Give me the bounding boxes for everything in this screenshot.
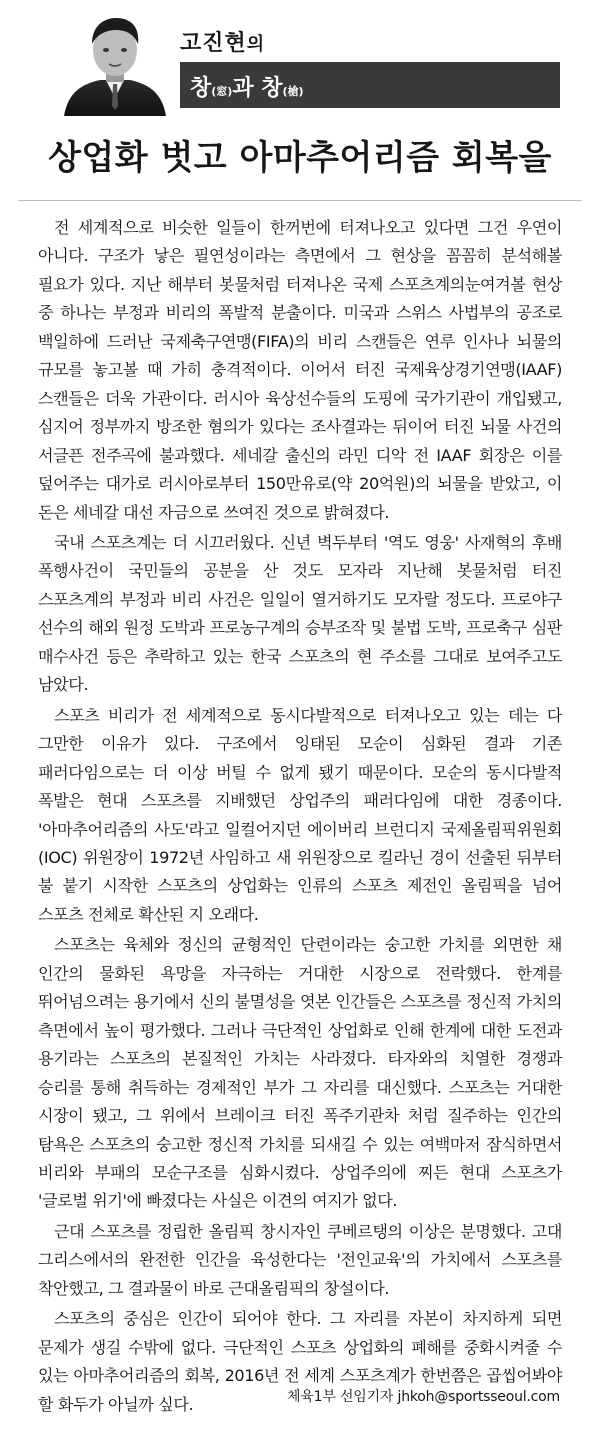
column-header	[10, 8, 590, 120]
column-title: 창(窓)과 창(槍)	[190, 76, 304, 101]
paragraph: 국내 스포츠계는 더 시끄러웠다. 신년 벽두부터 '역도 영웅' 사재혁의 후배 폭행사건이 국민들의 공분을 산 것도 모자라 지난해 봇물처럼 터진 스포츠계의 부정과 비리 사건은 일일이 열거하기도 모자랄 정도다. 프로야구 선수의 해외 원정 도박과 프로농구계의 승부조작 및 불법 도박, 프로축구 심판 매수사건 등은 추락하고 있는 한국 스포츠의 현 주소를 그대로 보여주고도 남았다.	[38, 532, 562, 695]
columnist-name: 고진현의	[180, 31, 266, 56]
byline: 체육1부 선임기자 jhkoh@sportsseoul.com	[287, 1389, 560, 1405]
columnist-photo	[60, 14, 170, 116]
paragraph: 스포츠는 육체와 정신의 균형적인 단련이라는 숭고한 가치를 외면한 채 인간의 물화된 욕망을 자극하는 거대한 시장으로 전락했다. 한계를 뛰어넘으려는 용기에서 신의 불멸성을 엿본 인간들은 스포츠를 정신적 가치의 측면에서 높이 평가했다. 그러나 극단적인 상업화로 인해 한계에 대한 도전과 용기라는 스포츠의 본질적인 가치는 사라졌다. 타자와의 치열한 경쟁과 승리를 통해 취득하는 경제적인 부가 그 자리를 대신했다. 스포츠는 거대한 시장이 됐고, 그 위에서 브레이크 터진 폭주기관차 처럼 질주하는 인간의 탐욕은 스포츠의 숭고한 정신적 가치를 되새길 수 있는 여백마저 잠식하면서 비리와 부패의 모순구조를 심화시켰다. 상업주의에 찌든 현대 스포츠가 '글로벌 위기'에 빠졌다는 사실은 이견의 여지가 없다.	[38, 935, 562, 1211]
paragraph: 스포츠 비리가 전 세계적으로 동시다발적으로 터져나오고 있는 데는 다 그만한 이유가 있다. 구조에서 잉태된 모순이 심화된 결과 기존 패러다임으로는 더 이상 버틸 수 없게 됐기 때문이다. 모순의 동시다발적 폭발은 현대 스포츠를 지배했던 상업주의 패러다임에 대한 경종이다. '아마추어리즘의 사도'라고 일컬어지던 에이버리 브런디지 국제올림픽위원회(IOC) 위원장이 1972년 사임하고 새 위원장으로 킬라닌 경이 선출된 뒤부터 불 붙기 시작한 스포츠의 상업화는 인류의 스포츠 제전인 올림픽을 넘어 스포츠 전체로 확산된 지 오래다.	[38, 705, 562, 924]
paragraph: 근대 스포츠를 정립한 올림픽 창시자인 쿠베르탱의 이상은 분명했다. 고대 그리스에서의 완전한 인간을 육성한다는 '전인교육'의 가치에서 스포츠를 착안했고, 그 결과물이 바로 근대올림픽의 창설이다.	[38, 1221, 562, 1298]
paragraph: 전 세계적으로 비슷한 일들이 한꺼번에 터져나오고 있다면 그건 우연이 아니다. 구조가 낳은 필연성이라는 측면에서 그 현상을 꼼꼼히 분석해볼 필요가 있다. 지난 해부터 봇물처럼 터져나온 국제 스포츠계의눈여겨볼 현상 중 하나는 부정과 비리의 폭발적 분출이다. 미국과 스위스 사법부의 공조로 백일하에 드러난 국제축구연맹(FIFA)의 비리 스캔들은 연루 인사나 뇌물의 규모를 놓고볼 때 가히 충격적이다. 이어서 터진 국제육상경기연맹(IAAF) 스캔들은 더욱 가관이다. 러시아 육상선수들의 도핑에 국가기관이 개입됐고, 심지어 정부까지 방조한 혐의가 있다는 조사결과는 뒤이어 터진 뇌물 사건의 서글픈 전주곡에 불과했다. 세네갈 출신의 라민 디악 전 IAAF 회장은 이를 덮어주는 대가로 러시아로부터 150만유로(약 20억원)의 뇌물을 받았고, 이 돈은 세네갈 대선 자금으로 쓰여진 것으로 밝혀졌다.	[38, 218, 562, 522]
paragraph: 스포츠의 중심은 인간이 되어야 한다. 그 자리를 자본이 차지하게 되면 문제가 생길 수밖에 없다. 극단적인 스포츠 상업화의 폐해를 중화시켜줄 수 있는 아마추어리즘의 회복, 2016년 전 세계 스포츠계가 한번쯤은 곱씹어봐야 할 화두가 아닐까 싶다.	[38, 1309, 562, 1414]
article-headline: 상업화 벗고 아마추어리즘 회복을	[48, 138, 552, 178]
article-body	[38, 214, 562, 1421]
column-title-box	[180, 62, 560, 108]
header-divider	[18, 200, 582, 201]
